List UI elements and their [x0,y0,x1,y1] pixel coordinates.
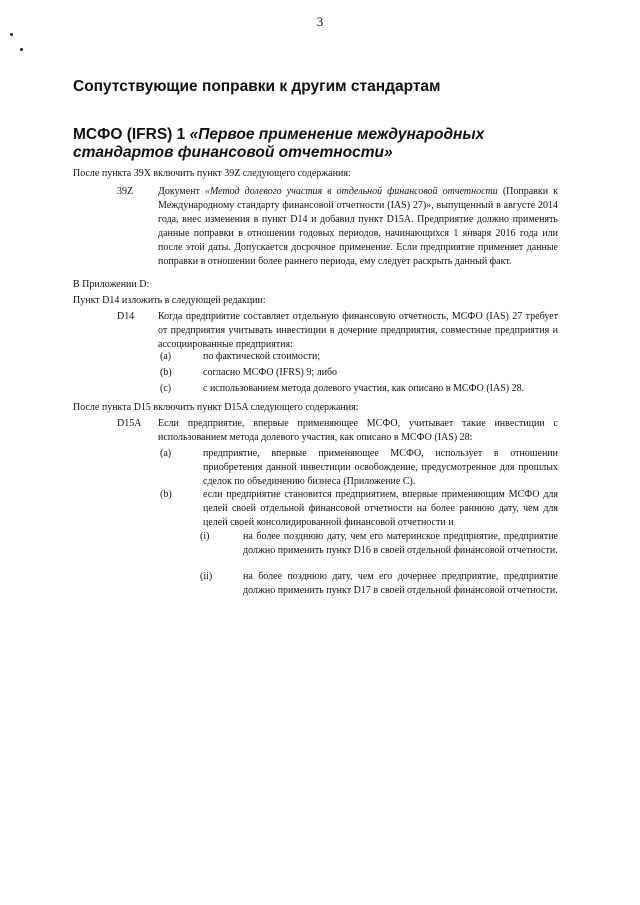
document-title: «Метод долевого участия в отдельной финансовой отчетности [204,186,498,197]
d14-item-a-label: (a) [160,351,172,362]
paragraph-d15a-label: D15A [117,418,142,429]
d14-item-b-text: согласно МСФО (IFRS) 9; либо [203,367,338,378]
d15a-subitem-i-text: на более позднюю дату, чем его материнское предприятие, предприятие должно применить пункт D16 в своей отдельной финансовой отчетности. [243,531,558,556]
d14-item-b-label: (b) [160,367,172,378]
standard-heading [73,126,573,162]
d15a-subitem-ii-label: (ii) [200,571,213,582]
standard-code: МСФО (IFRS) 1 [73,126,186,143]
paragraph-d15a-text: Если предприятие, впервые применяющее МСФО, учитывает такие инвестиции с использованием метода долевого участия, как описано в МСФО (IAS) 28: [158,418,558,443]
d15a-subitem-i-label: (i) [200,531,210,542]
paragraph-d14-label: D14 [117,311,135,322]
paragraph-39z-label: 39Z [117,186,134,197]
paragraph-d14-text: Когда предприятие составляет отдельную финансовую отчетность, МСФО (IAS) 27 требует от предприятия учитывать инвестиции в дочерние предприятия, совместные предприятия и ассоциированные предприятия: [158,311,558,350]
standard-title: «Первое применение международных стандартов финансовой отчетности» [73,126,485,161]
scan-speck [20,48,23,51]
d14-item-a-text: по фактической стоимости; [203,351,321,362]
section-title: Сопутствующие поправки к другим стандартам [73,78,441,95]
paragraph-39z-prefix: Документ [158,186,205,197]
d14-item-c-text: с использованием метода долевого участия, как описано в МСФО (IAS) 28. [203,383,525,394]
d15a-item-a-text: предприятие, впервые применяющее МСФО, использует в отношении приобретения данной инвестиции освобождение, предусмотренное для прошлых сделок по объединению бизнеса (Приложение С). [203,448,558,487]
paragraph-39z-text [158,185,558,269]
instruction-d15a: После пункта D15 включить пункт D15A следующего содержания: [73,402,359,413]
instruction-39z: После пункта 39Х включить пункт 39Z следующего содержания: [73,168,351,179]
d15a-item-b-text: если предприятие становится предприятием, впервые применяющим МСФО для целей своей отдельной финансовой отчетности на более раннюю дату, чем для целей своей консолидированной финансовой отчетности и [203,489,558,528]
d15a-subitem-ii-text: на более позднюю дату, чем его дочернее предприятие, предприятие должно применить пункт D17 в своей отдельной финансовой отчетности. [243,571,558,596]
scan-speck [10,33,13,36]
page-number: 3 [316,14,324,29]
d15a-item-b-label: (b) [160,489,172,500]
paragraph-39z-rest: (Поправки к Международному стандарту финансовой отчетности (IAS) 27)», выпущенный в августе 2014 года, внес изменения в пункт D14 и добавил пункт D15A. Предприятие должно применять данные поправки в отношении годовых периодов, начинающихся 1 января 2016 года или после этой даты. Допускается досрочное применение. Если предприятие применяет данные поправки в отношении более раннего периода, ему следует раскрыть данный факт. [158,186,558,267]
d14-item-c-label: (c) [160,383,172,394]
instruction-d14: Пункт D14 изложить в следующей редакции: [73,295,266,306]
d15a-item-a-label: (a) [160,448,172,459]
appendix-label: В Приложении D: [73,279,150,290]
